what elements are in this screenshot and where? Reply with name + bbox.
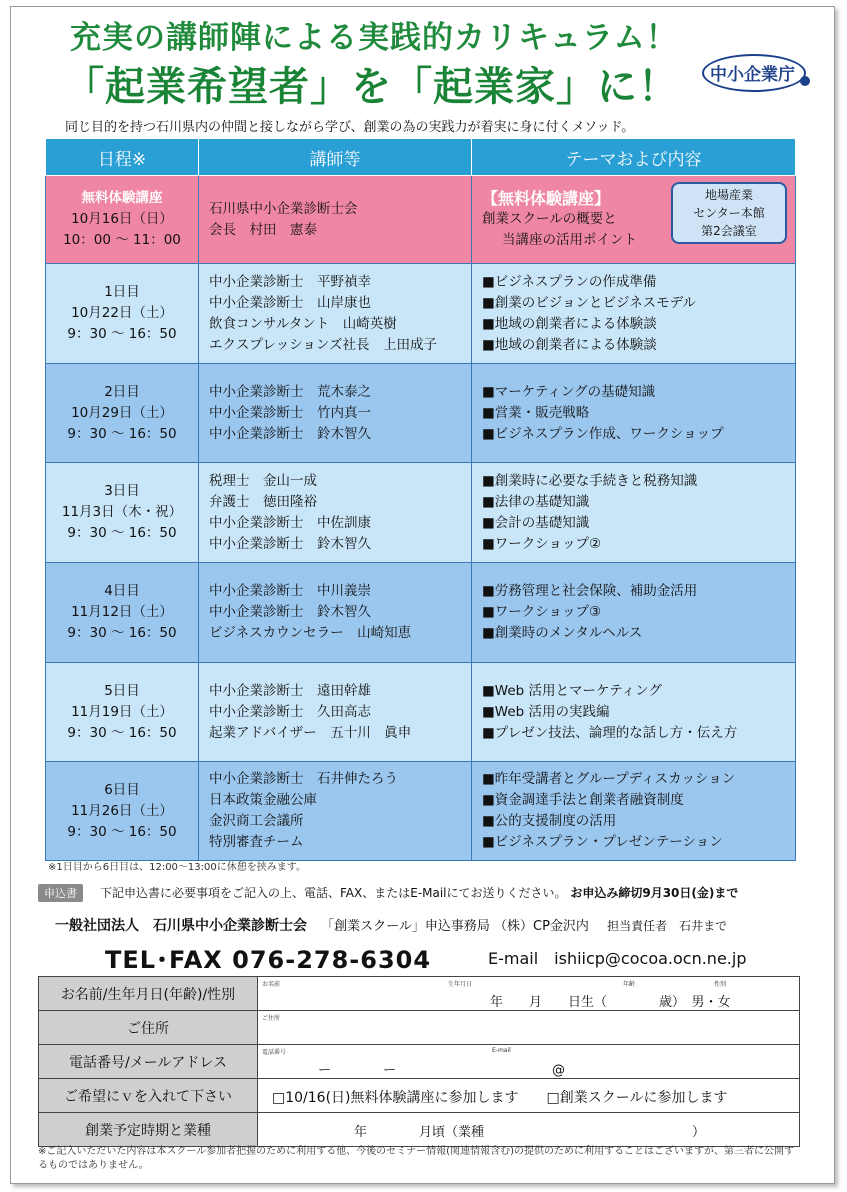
day-time: 9：30 ～ 16：50 xyxy=(67,823,177,840)
topic-line: ■地域の創業者による体験談 xyxy=(482,315,657,332)
day-topics xyxy=(472,264,796,364)
day-instructors xyxy=(199,762,472,861)
day-date: 11月3日（木・祝） xyxy=(61,504,183,520)
topic-line: ■地域の創業者による体験談 xyxy=(482,336,657,353)
instructor-line: 飲食コンサルタント 山崎英樹 xyxy=(209,315,397,332)
day-date-cell xyxy=(46,663,199,762)
schedule-table xyxy=(45,138,796,861)
day-row xyxy=(46,364,796,463)
free-theme-title: 【無料体験講座】 xyxy=(482,189,611,208)
free-session-day: 10月16日（日） xyxy=(71,211,173,227)
venue-line: センター本館 xyxy=(693,206,765,220)
preference-field[interactable] xyxy=(258,1079,800,1113)
agency-logo xyxy=(702,54,814,94)
instructor-line: 弁護士 徳田隆裕 xyxy=(209,493,317,510)
free-session-date xyxy=(46,176,199,264)
instructor-line: 中小企業診断士 荒木泰之 xyxy=(209,383,371,400)
free-session-row xyxy=(46,176,796,264)
day-time: 9：30 ～ 16：50 xyxy=(67,425,177,442)
organizer-line xyxy=(55,915,727,935)
day-number: 2日目 xyxy=(104,383,140,400)
field-hint: 生年月日 xyxy=(448,981,473,988)
application-form xyxy=(38,976,800,1147)
theme-line: 当講座の活用ポイント xyxy=(502,232,637,248)
topic-line: ■ビジネスプランの作成準備 xyxy=(482,273,657,290)
topic-line: ■Web 活用の実践編 xyxy=(482,703,610,720)
free-session-theme xyxy=(472,176,796,264)
topic-line: ■公的支援制度の活用 xyxy=(482,813,617,829)
day-time: 9：30 ～ 16：50 xyxy=(67,525,177,541)
field-hint: 性別 xyxy=(714,981,727,988)
day-date-cell xyxy=(46,364,199,463)
instructor-line: 日本政策金融公庫 xyxy=(209,792,317,808)
topic-line: ■資金調達手法と創業者融資制度 xyxy=(482,792,684,808)
day-instructors xyxy=(199,364,472,463)
topic-line: ■営業・販売戦略 xyxy=(482,404,590,421)
instructor-line: 中小企業診断士 平野禎幸 xyxy=(209,273,371,290)
col-header-theme: テーマおよび内容 xyxy=(472,139,796,176)
name-field[interactable] xyxy=(258,977,800,1011)
plan-field[interactable] xyxy=(258,1113,800,1147)
day-instructors xyxy=(199,663,472,762)
logo-dot-icon xyxy=(800,76,810,86)
day-date: 10月22日（土） xyxy=(71,305,173,321)
intro-text: 同じ目的を持つ石川県内の仲間と接しながら学び、創業の為の実践力が着実に身に付くメソッド。 xyxy=(65,120,635,135)
form-row-contact xyxy=(39,1045,800,1079)
instructor-line: 中小企業診断士 中川義崇 xyxy=(209,583,371,599)
venue-line: 地場産業 xyxy=(704,188,753,202)
instructor-line: エクスプレッションズ社長 上田成子 xyxy=(209,336,438,353)
field-value: 年 月頃（業種 ） xyxy=(354,1125,706,1140)
topic-line: ■労務管理と社会保険、補助金活用 xyxy=(482,583,698,599)
col-header-instructors: 講師等 xyxy=(199,139,472,176)
topic-line: ■創業時に必要な手続きと税務知識 xyxy=(482,472,698,489)
schedule-footnote: ※1日目から6日目は、12:00～13:00に休憩を挟みます。 xyxy=(48,862,306,873)
form-label: ご住所 xyxy=(39,1011,258,1045)
day-number: 6日目 xyxy=(104,781,140,798)
contact-field[interactable] xyxy=(258,1045,800,1079)
email-address[interactable]: E-mail ishiicp@cocoa.ocn.ne.jp xyxy=(488,949,747,968)
topic-line: ■ビジネスプラン・プレゼンテーション xyxy=(482,834,723,850)
form-row-preference xyxy=(39,1079,800,1113)
day-date: 10月29日（土） xyxy=(71,404,173,421)
logo-text: 中小企業庁 xyxy=(710,65,795,85)
free-session-time: 10：00 ～ 11：00 xyxy=(63,232,181,248)
day-time: 9：30 ～ 16：50 xyxy=(67,724,177,741)
day-topics xyxy=(472,663,796,762)
field-value: □10/16(日)無料体験講座に参加します □創業スクールに参加します xyxy=(272,1090,728,1106)
theme-line: 創業スクールの概要と xyxy=(482,211,617,227)
day-topics xyxy=(472,563,796,663)
day-row xyxy=(46,463,796,563)
application-instructions xyxy=(100,884,738,901)
day-date-cell xyxy=(46,264,199,364)
col-header-date: 日程※ xyxy=(46,139,199,176)
headline-line2: 「起業希望者」を「起業家」に！ xyxy=(64,64,679,110)
field-hint: 年齢 xyxy=(623,981,636,988)
topic-line: ■ワークショップ② xyxy=(482,535,602,552)
day-instructors xyxy=(199,563,472,663)
day-date-cell xyxy=(46,762,199,861)
topic-line: ■プレゼン技法、論理的な話し方・伝え方 xyxy=(482,724,738,741)
day-row xyxy=(46,264,796,364)
instructor-line: 中小企業診断士 山岸康也 xyxy=(209,294,371,311)
day-row xyxy=(46,762,796,861)
day-instructors xyxy=(199,463,472,563)
form-row-name xyxy=(39,977,800,1011)
day-date: 11月26日（土） xyxy=(71,802,173,819)
day-date: 11月19日（土） xyxy=(71,703,173,720)
day-row xyxy=(46,663,796,762)
day-topics xyxy=(472,762,796,861)
org-name: 一般社団法人 石川県中小企業診断士会 xyxy=(55,918,307,934)
day-row xyxy=(46,563,796,663)
day-time: 9：30 ～ 16：50 xyxy=(67,625,177,641)
topic-line: ■創業時のメンタルヘルス xyxy=(482,625,643,641)
field-value: ー ー @ xyxy=(318,1063,566,1078)
day-number: 4日目 xyxy=(104,583,140,599)
day-date-cell xyxy=(46,463,199,563)
form-label: ご希望にｖを入れて下さい xyxy=(39,1079,258,1113)
privacy-note: ※ご記入いただいた内容は本スクール参加者把握のために利用する他、今後のセミナー情報(関連情報含む)の提供のために利用することはございますが、第三者に公開するものではありません。 xyxy=(38,1146,794,1171)
day-number: 5日目 xyxy=(104,682,140,699)
instructor-line: 税理士 金山一成 xyxy=(209,472,317,489)
headline-line1: 充実の講師陣による実践的カリキュラム！ xyxy=(70,20,678,56)
instructor-line: 会長 村田 憲泰 xyxy=(209,221,317,238)
instructor-line: 中小企業診断士 石井伸たろう xyxy=(209,771,398,787)
application-text: 下記申込書に必要事項をご記入の上、電話、FAX、またはE-Mailにてお送りください。 xyxy=(100,886,567,900)
field-hint: お名前 xyxy=(262,981,281,988)
day-number: 3日目 xyxy=(104,483,140,499)
field-hint: ご住所 xyxy=(262,1015,281,1022)
day-date-cell xyxy=(46,563,199,663)
instructor-line: 石川県中小企業診断士会 xyxy=(209,200,358,217)
topic-line: ■マーケティングの基礎知識 xyxy=(482,383,656,400)
topic-line: ■Web 活用とマーケティング xyxy=(482,682,662,699)
application-deadline: お申込み締切9月30日(金)まで xyxy=(570,886,739,900)
instructor-line: ビジネスカウンセラー 山崎知恵 xyxy=(209,625,412,641)
day-date: 11月12日（土） xyxy=(71,604,173,620)
day-time: 9：30 ～ 16：50 xyxy=(67,326,177,342)
instructor-line: 特別審査チーム xyxy=(209,834,304,850)
day-instructors xyxy=(199,264,472,364)
instructor-line: 中小企業診断士 久田高志 xyxy=(209,703,371,720)
instructor-line: 中小企業診断士 遠田幹雄 xyxy=(209,682,371,699)
contact-person: 担当責任者 石井まで xyxy=(607,919,728,933)
form-row-address xyxy=(39,1011,800,1045)
instructor-line: 金沢商工会議所 xyxy=(209,813,304,829)
free-session-label: 無料体験講座 xyxy=(81,190,163,206)
day-number: 1日目 xyxy=(104,284,140,300)
topic-line: ■昨年受講者とグループディスカッション xyxy=(482,771,736,787)
topic-line: ■創業のビジョンとビジネスモデル xyxy=(482,294,696,311)
instructor-line: 中小企業診断士 鈴木智久 xyxy=(209,425,371,442)
form-label: 電話番号/メールアドレス xyxy=(39,1045,258,1079)
field-hint: E-mail xyxy=(492,1047,511,1054)
instructor-line: 中小企業診断士 鈴木智久 xyxy=(209,535,371,552)
form-label: 創業予定時期と業種 xyxy=(39,1113,258,1147)
topic-line: ■法律の基礎知識 xyxy=(482,493,590,510)
office-name: 「創業スクール」申込事務局 （株）CP金沢内 xyxy=(321,919,589,934)
free-session-instructors xyxy=(199,176,472,264)
address-field[interactable] xyxy=(258,1011,800,1045)
topic-line: ■会計の基礎知識 xyxy=(482,514,590,531)
application-tag: 申込書 xyxy=(38,884,83,902)
venue-box xyxy=(671,182,787,244)
form-label: お名前/生年月日(年齢)/性別 xyxy=(39,977,258,1011)
instructor-line: 中小企業診断士 竹内真一 xyxy=(209,404,371,421)
instructor-line: 中小企業診断士 鈴木智久 xyxy=(209,604,371,620)
day-topics xyxy=(472,463,796,563)
field-value: 年 月 日生（ 歳） 男・女 xyxy=(490,995,731,1010)
venue-line: 第2会議室 xyxy=(701,224,757,238)
instructor-line: 起業アドバイザー 五十川 眞申 xyxy=(209,724,412,741)
field-hint: 電話番号 xyxy=(262,1049,287,1056)
topic-line: ■ビジネスプラン作成、ワークショップ xyxy=(482,425,724,442)
form-row-plan xyxy=(39,1113,800,1147)
day-topics xyxy=(472,364,796,463)
tel-fax: TEL･FAX 076-278-6304 xyxy=(105,946,432,974)
topic-line: ■ワークショップ③ xyxy=(482,604,602,620)
instructor-line: 中小企業診断士 中佐訓康 xyxy=(209,514,371,531)
